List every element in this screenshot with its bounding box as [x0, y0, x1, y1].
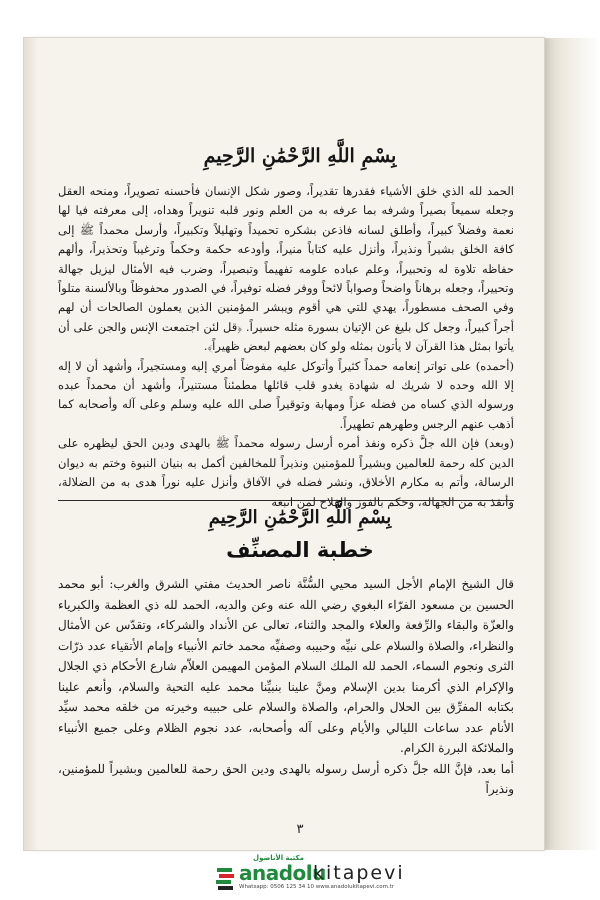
paragraph-ahmaduhu: (أحمده) على تواتر إنعامه حمداً كثيراً وأتوكل عليه مفوضاً أمري إليه ومستجيراً، وأشهد أن لا إله إلا الله وحده لا شريك له شهادة يغدو قلب قائلها مطمئناً مستنيراً، وأشهد أن محمداً عبده ورسوله الذي كساه من فضله عزاً ومهابة وتوقيراً صلى الله عليه وسلم وعلى آله وأصحابه كما أذهب عنهم الرجس وطهرهم تطهيراً. — [58, 358, 514, 431]
basmala-top — [0, 145, 600, 167]
paragraph-wabad: (وبعد) فإن الله جلَّ ذكره ونفذ أمره أرسل رسوله محمداً ﷺ بالهدى ودين الحق ليظهره على الدين كله رحمة للعالمين وبشيراً للمؤمنين ونذيراً للمخالفين أكمل به بنيان النبوة وختم به ديوان الرسالة، وأتم به مكارم الأخلاق، ونشر فضله في الآفاق وأنزل عليه نوراً هدى به من الضلالة، وأنقذ به من الجهالة، وحكم بالفوز والفلاح لمن اتبعه — [58, 436, 514, 509]
basmala-second — [0, 507, 600, 528]
paragraph-amma-bad: أما بعد، فإنَّ الله جلَّ ذكره أرسل رسوله بالهدى ودين الحق رحمة للعالمين وبشيراً للمؤمنين، ونذيراً — [58, 761, 514, 796]
section-title: خطبة المصنِّف — [226, 538, 374, 562]
book-stack-icon — [215, 865, 235, 891]
paragraph-praise: الحمد لله الذي خلق الأشياء فقدرها تقديراً، وصور شكل الإنسان فأحسنه تصويراً، ومنحه العقل وجعله سميعاً بصيراً وشرفه بما عرفه به من العلم ونور قلبه تنويراً وهداه، إلى معرفته فيا لها نعمة وفضلاً كبيراً، وأطلق لسانه فاذعن بشكره تحميداً وتهليلاً وتكبيراً، وأرسل محمداً ﷺ إلى كافة الخلق بشيراً ونذيراً، وأنزل عليه كتاباً منيراً، وأودعه حكمة وحكماً وترغيباً وتحذيراً، وألهم حفاظه تلاوة له وتحبيراً، وعلم عباده علومه تفهيماً وتبصيراً، وضرب فيه الأمثال ليزيل جهالة وتحييراً، وجعله برهاناً واضحاً وصواباً لائحاً ووفر فضله توفيراً، في الصدور محفوظاً وبالألسنة متلواً وفي الصحف مسطوراً، يهدي للتي هي أقوم ويبشر المؤمنين الذين يعملون الصالحات أن لهم أجراً كبيراً، وجعل كل بليغ عن الإتيان بسورة مثله حسيراً. ﴿قل لئن اجتمعت الإنس والجن على أن يأتوا بمثل هذا القرآن لا يأتون بمثله ولو كان بعضهم لبعض ظهيراً﴾. — [58, 184, 514, 354]
paragraph-author-intro: قال الشيخ الإمام الأجل السيد محيي السُّنَّة ناصر الحديث مفتي الشرق والغرب: أبو محمد الحسين بن مسعود الفرّاء البغوي رضي الله عنه وعن والديه، الحمد لله ذي العظمة والكبرياء والعزّة والبقاء والرِّفعة والعلاء والمجد والثناء، تعالى عن الأنداد والشركاء، وتقدّس عن الأمثال والنظراء، والصلاة والسلام على نبيِّه وحبيبه وصفيِّه محمد خاتم الأنبياء وإمام الأتقياء عدد ذرّات الثرى ونجوم السماء، الحمد لله الملك السلام المؤمن المهيمن العلاّم شارع الأحكام ذي الجلال والإكرام الذي أكرمنا بدين الإسلام ومنَّ علينا بنبيِّنا محمد عليه التحية والسلام، وأنعم علينا بكتابه المفرِّق بين الحلال والحرام، والصلاة والسلام على حبيبه وخيرته من خلقه محمد سيِّد الأنام عدد ساعات الليالي والأيام وعلى آله وأصحابه، عدد نجوم الظلام وعلى جميع الأنبياء والملائكة البررة الكرام. — [58, 577, 514, 755]
basmala-text-second: بِسْمِ اللَّهِ الرَّحْمَٰنِ الرَّحِيمِ — [208, 507, 392, 528]
page-number: ٣ — [296, 822, 304, 837]
lower-section — [58, 574, 514, 800]
brand-anadolu: anadolu — [239, 861, 326, 885]
contact-line: Whatsapp: 0506 125 34 10 www.anadolukitapevi.com.tr — [239, 884, 395, 890]
basmala-text: بِسْمِ اللَّهِ الرَّحْمَٰنِ الرَّحِيمِ — [203, 145, 397, 167]
section-divider — [58, 500, 514, 501]
brand-arabic: مكتبة الأناضول — [253, 854, 304, 862]
upper-section — [58, 182, 514, 512]
publisher-logo — [215, 854, 405, 897]
brand-kitapevi: kitapevi — [313, 862, 405, 884]
